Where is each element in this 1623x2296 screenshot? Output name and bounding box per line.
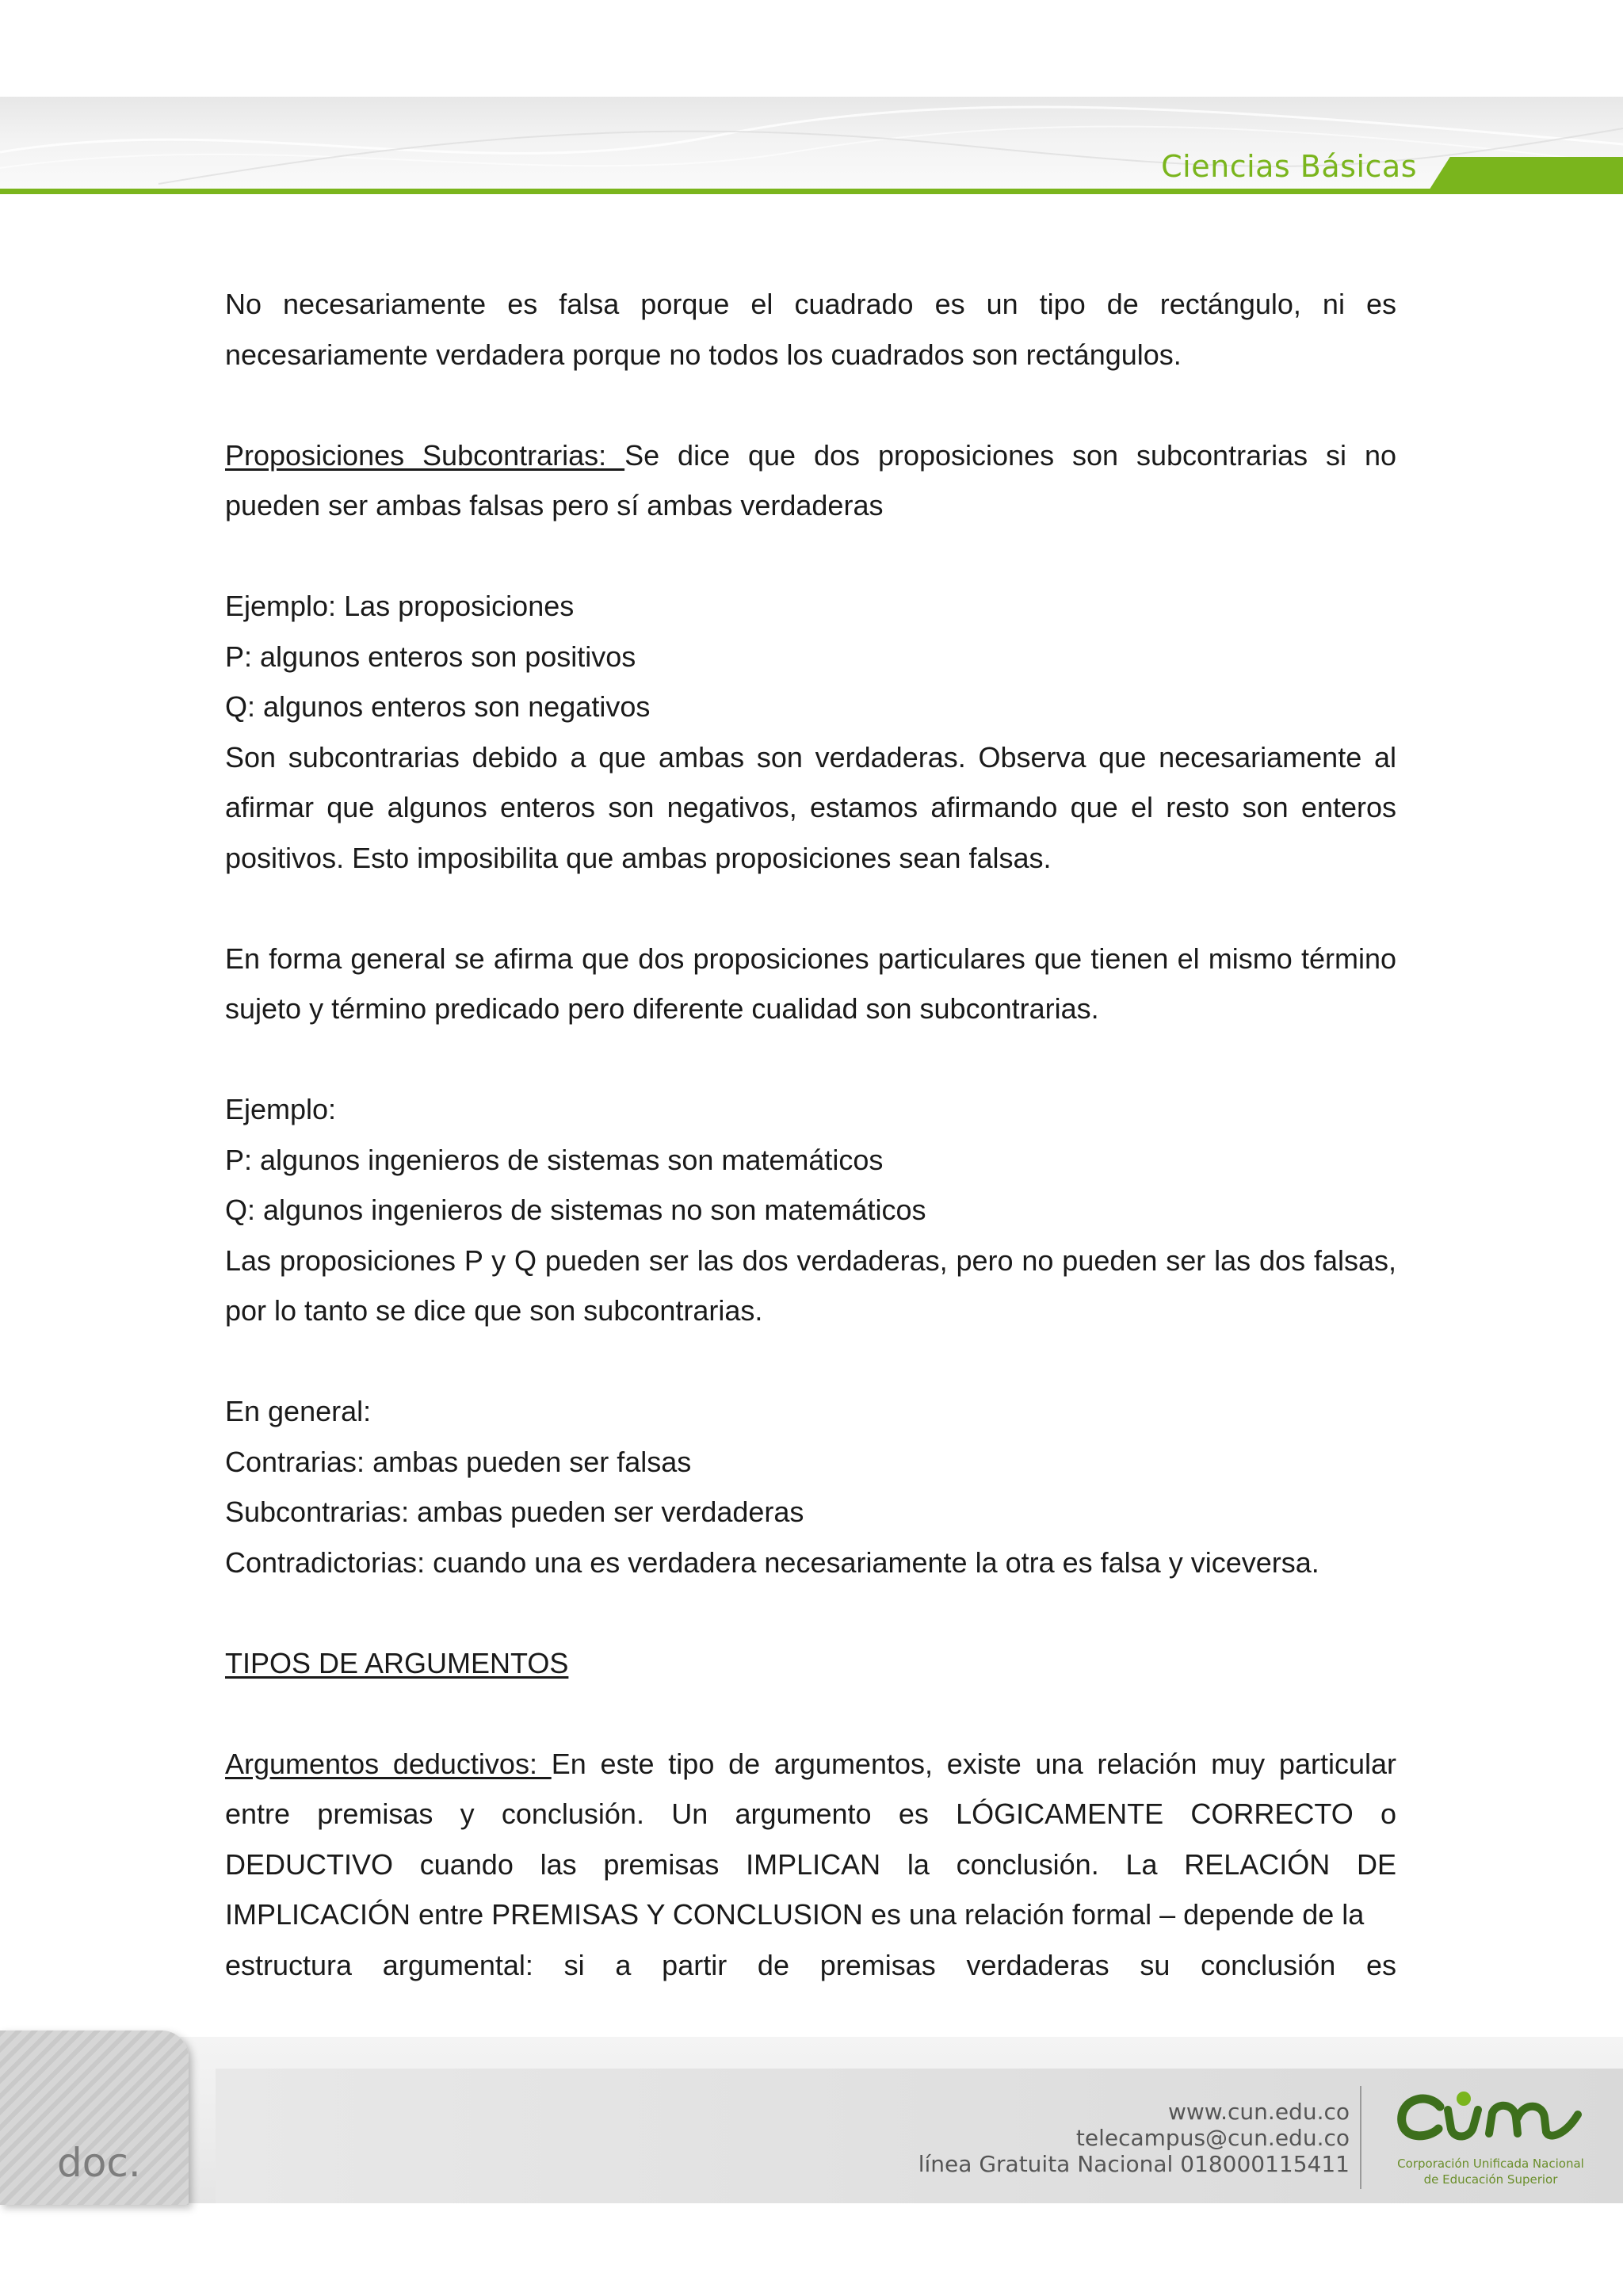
example-2-proposition-p: P: algunos ingenieros de sistemas son matemáticos [225, 1143, 884, 1176]
paragraph-argumentos-deductivos [225, 1739, 1396, 1940]
example-1-proposition-q: Q: algunos enteros son negativos [225, 690, 651, 723]
heading-subcontrarias: Proposiciones Subcontrarias: [225, 438, 625, 472]
example-2-intro: Ejemplo: [225, 1093, 337, 1125]
argumentos-deductivos-last-line: estructura argumental: si a partir de premisas verdaderas su conclusión es [225, 1948, 1396, 1981]
example-2-explanation: Las proposiciones P y Q pueden ser las dos verdaderas, pero no pueden ser las dos falsas, por lo tanto se dice que son subcontrarias. [225, 1244, 1396, 1327]
footer-phone: línea Gratuita Nacional 018000115411 [918, 2151, 1350, 2177]
logo-text-line-1: Corporación Unificada Nacional [1397, 2157, 1584, 2171]
footer-contact [918, 2099, 1350, 2177]
paragraph-intro: No necesariamente es falsa porque el cuadrado es un tipo de rectángulo, ni es necesariamente verdadera porque no todos los cuadrados son rectángulos. [225, 288, 1396, 371]
argumentos-deductivos-text: En este tipo de argumentos, existe una relación muy particular entre premisas y conclusión. Un argumento es LÓGICAMENTE CORRECTO o DEDUCTIVO cuando las premisas IMPLICAN la conclusión. La RELACIÓN DE IMPLICACIÓN entre PREMISAS Y CONCLUSION es una relación formal – depende de la [225, 1747, 1396, 1931]
header-green-line [0, 189, 1623, 194]
header-title: Ciencias Básicas [1161, 149, 1417, 184]
paragraph-subcontrarias-definition [225, 430, 1396, 531]
example-1-intro: Ejemplo: Las proposiciones [225, 590, 575, 622]
doc-label: doc. [57, 2140, 141, 2186]
example-1-proposition-p: P: algunos enteros son positivos [225, 640, 636, 673]
logo-text-line-2: de Educación Superior [1423, 2172, 1558, 2187]
example-2-proposition-q: Q: algunos ingenieros de sistemas no son matemáticos [225, 1194, 926, 1226]
cun-logo-icon [1391, 2083, 1589, 2154]
example-1-explanation: Son subcontrarias debido a que ambas son verdaderas. Observa que necesariamente al afirmar que algunos enteros son negativos, estamos afirmando que el resto son enteros positivos. Esto imposibilita que ambas proposiciones sean falsas. [225, 740, 1396, 874]
cun-logo-text [1391, 2156, 1591, 2187]
footer-email: telecampus@cun.edu.co [1075, 2125, 1350, 2151]
summary-contrarias: Contrarias: ambas pueden ser falsas [225, 1445, 692, 1478]
subcontrarias-definition-text: Se dice que dos proposiciones son subcontrarias si no pueden ser ambas falsas pero sí ambas verdaderas [225, 438, 1396, 521]
footer-website: www.cun.edu.co [1168, 2099, 1350, 2125]
paragraph-general-rule: En forma general se afirma que dos proposiciones particulares que tienen el mismo término sujeto y término predicado pero diferente cualidad son subcontrarias. [225, 942, 1396, 1025]
summary-contradictorias: Contradictorias: cuando una es verdadera necesariamente la otra es falsa y viceversa. [225, 1545, 1319, 1579]
footer-divider [1360, 2086, 1361, 2189]
section-heading-tipos-argumentos: TIPOS DE ARGUMENTOS [225, 1646, 569, 1679]
document-body [225, 279, 1396, 1990]
summary-title: En general: [225, 1395, 372, 1427]
heading-argumentos-deductivos: Argumentos deductivos: [225, 1747, 552, 1780]
summary-subcontrarias: Subcontrarias: ambas pueden ser verdaderas [225, 1496, 804, 1528]
